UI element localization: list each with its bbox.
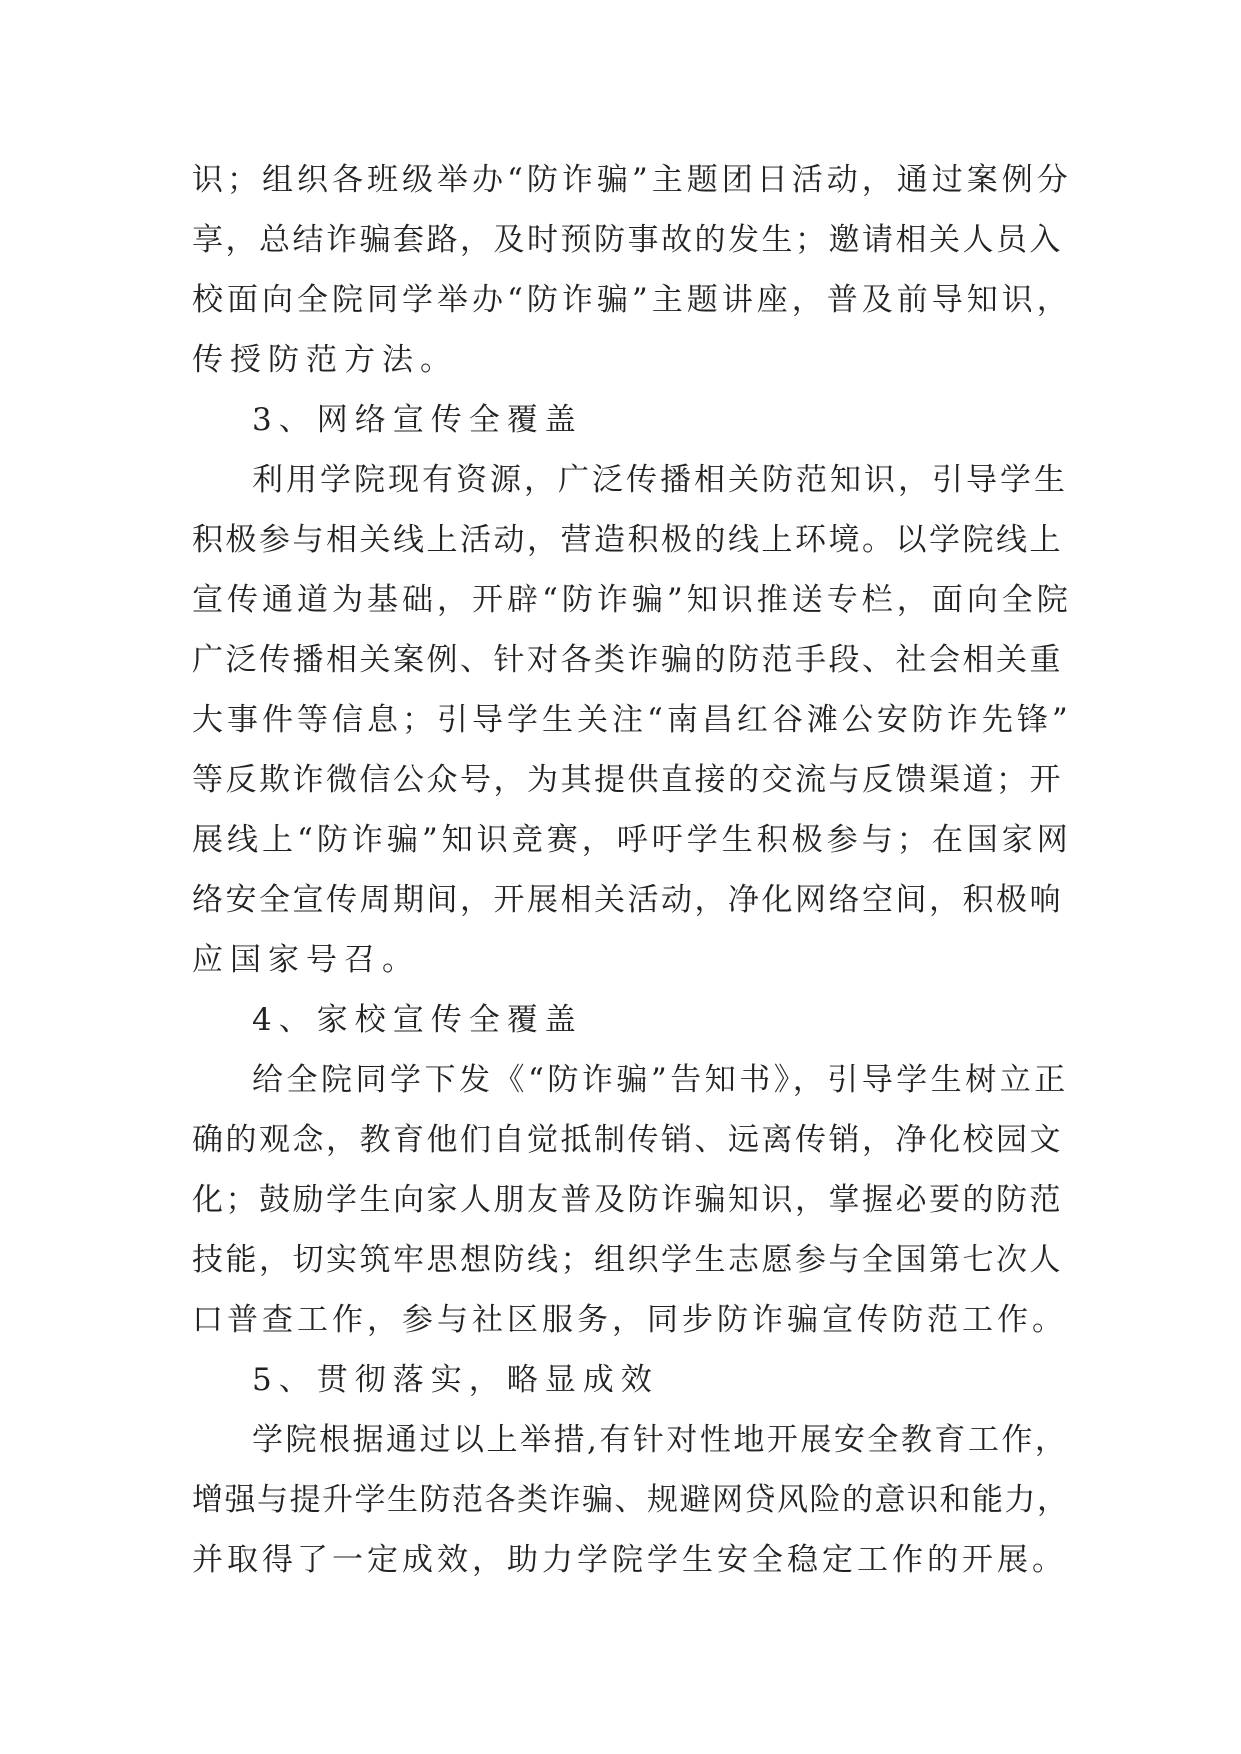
text-line: 利用学院现有资源，广泛传播相关防范知识，引导学生 — [252, 462, 1068, 498]
text-line: 5、贯彻落实，略显成效 — [252, 1362, 659, 1398]
text-line: 化；鼓励学生向家人朋友普及防诈骗知识，掌握必要的防范 — [192, 1182, 1063, 1218]
text-line: 3、网络宣传全覆盖 — [252, 402, 583, 438]
text-line: 口普查工作，参与社区服务，同步防诈骗宣传防范工作。 — [192, 1302, 1067, 1338]
text-line: 确的观念，教育他们自觉抵制传销、远离传销，净化校园文 — [192, 1122, 1063, 1158]
text-line: 宣传通道为基础，开辟“防诈骗”知识推送专栏，面向全院 — [192, 582, 1072, 618]
text-line: 给全院同学下发《“防诈骗”告知书》，引导学生树立正 — [252, 1062, 1069, 1098]
text-line: 增强与提升学生防范各类诈骗、规避网贷风险的意识和能力， — [192, 1482, 1070, 1518]
text-line: 广泛传播相关案例、针对各类诈骗的防范手段、社会相关重 — [192, 642, 1063, 678]
text-line: 校面向全院同学举办“防诈骗”主题讲座，普及前导知识， — [192, 282, 1072, 318]
text-line: 享，总结诈骗套路，及时预防事故的发生；邀请相关人员入 — [192, 222, 1063, 258]
text-line: 技能，切实筑牢思想防线；组织学生志愿参与全国第七次人 — [192, 1242, 1063, 1278]
text-line: 等反欺诈微信公众号，为其提供直接的交流与反馈渠道；开 — [192, 762, 1063, 798]
text-line: 展线上“防诈骗”知识竞赛，呼吁学生积极参与；在国家网 — [192, 822, 1072, 858]
text-line: 4、家校宣传全覆盖 — [252, 1002, 583, 1038]
text-line: 并取得了一定成效，助力学院学生安全稳定工作的开展。 — [192, 1542, 1067, 1578]
text-line: 大事件等信息；引导学生关注“南昌红谷滩公安防诈先锋” — [192, 702, 1072, 738]
document-body — [192, 150, 1072, 1590]
text-line: 应国家号召。 — [192, 942, 420, 978]
text-line: 传授防范方法。 — [192, 342, 458, 378]
text-line: 络安全宣传周期间，开展相关活动，净化网络空间，积极响 — [192, 882, 1063, 918]
text-line: 识；组织各班级举办“防诈骗”主题团日活动，通过案例分 — [192, 162, 1072, 198]
text-line: 积极参与相关线上活动，营造积极的线上环境。以学院线上 — [192, 522, 1063, 558]
text-line: 学院根据通过以上举措,有针对性地开展安全教育工作， — [252, 1422, 1069, 1458]
